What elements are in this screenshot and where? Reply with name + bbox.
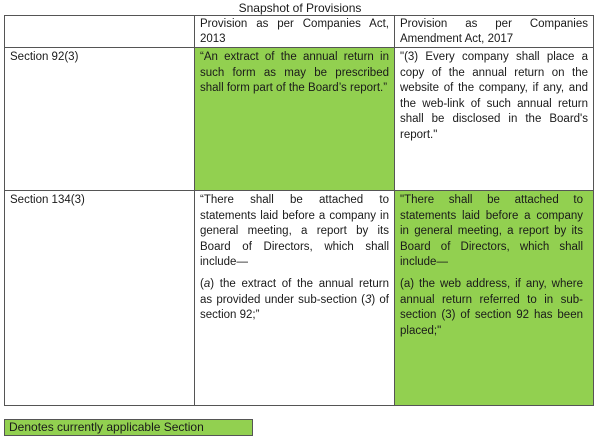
table-header-row (5, 16, 594, 48)
clause-subsection-number: 3 (365, 293, 372, 306)
legend-green-swatch: Denotes currently applicable Section (4, 419, 253, 436)
header-empty-cell (5, 16, 195, 48)
table-row (5, 191, 594, 406)
clause-text: the extract of the annual return as provided under sub-section ( (200, 277, 389, 306)
header-companies-act-2013: Provision as per Companies Act, 2013 (195, 16, 395, 48)
table-row (5, 48, 594, 191)
clause-tail: ) of section 92;” (200, 293, 389, 322)
provisions-table (4, 15, 594, 406)
provision-2017-cell (395, 191, 594, 406)
clause-label: a (203, 277, 211, 290)
section-label: Section 134(3) (5, 191, 195, 406)
provision-paragraph: “There shall be attached to statements laid before a company in general meeting, a report by its Board of Directors, which shall include— (200, 194, 389, 269)
provision-2017-cell: "(3) Every company shall place a copy of the annual return on the website of the company, if any, and the web-link of such annual return shall be disclosed in the Board's report." (395, 48, 594, 191)
provision-2013-cell (195, 191, 395, 406)
page-title: Snapshot of Provisions (238, 1, 362, 15)
section-label: Section 92(3) (5, 48, 195, 191)
provision-clause: (a) the extract of the annual return as provided under sub-section (3) of section 92;” (200, 277, 389, 322)
header-companies-amendment-act-2017: Provision as per Companies Amendment Act, 2017 (395, 16, 594, 48)
provision-paragraph: "There shall be attached to statements laid before a company in general meeting, a report by its Board of Directors, which shall include— (400, 194, 583, 269)
provision-2013-cell: “An extract of the annual return in such form as may be prescribed shall form part of the Board’s report.” (195, 48, 395, 191)
provision-clause: (a) the web address, if any, where annual return referred to in sub-section (3) of section 92 has been placed;" (400, 277, 583, 337)
